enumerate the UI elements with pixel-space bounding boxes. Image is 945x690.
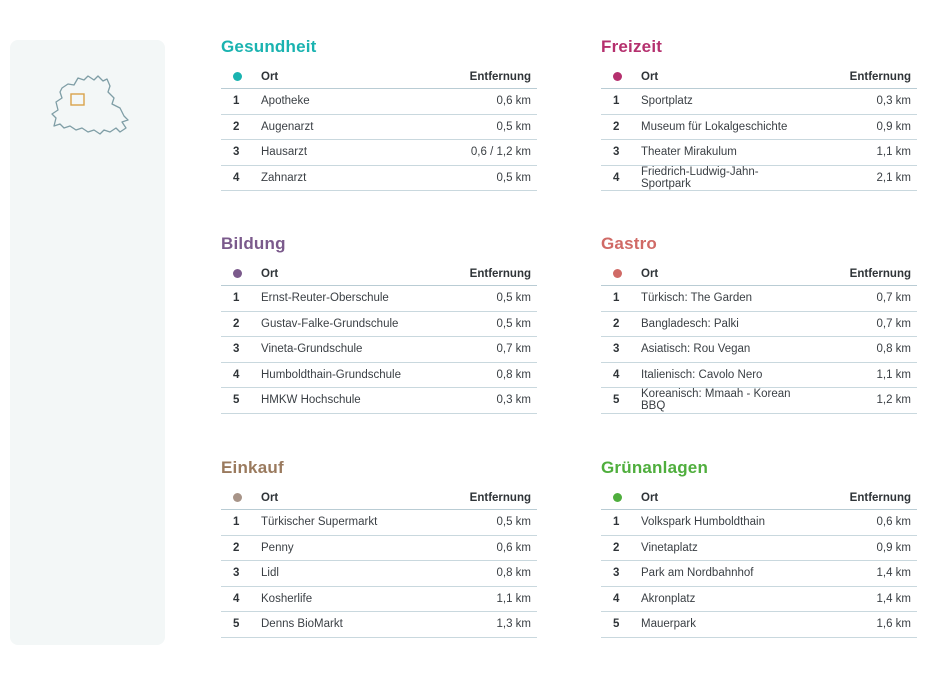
row-number: 2 xyxy=(613,120,620,133)
row-place: Ernst-Reuter-Oberschule xyxy=(261,292,389,305)
table-header xyxy=(221,487,537,510)
header-place: Ort xyxy=(641,71,659,83)
table-row xyxy=(601,140,917,166)
table-row xyxy=(221,286,537,312)
section-title: Grünanlagen xyxy=(601,458,709,477)
row-number: 4 xyxy=(613,592,620,605)
row-number: 3 xyxy=(613,146,620,159)
row-distance: 0,5 km xyxy=(496,292,531,305)
row-number: 5 xyxy=(613,394,620,407)
sidebar-panel xyxy=(10,40,165,645)
section-title: Gesundheit xyxy=(221,37,317,56)
row-place: HMKW Hochschule xyxy=(261,394,361,407)
table-row xyxy=(221,388,537,414)
section-gastro xyxy=(601,233,917,414)
row-distance: 0,9 km xyxy=(876,541,911,554)
header-dot xyxy=(601,492,641,504)
row-distance: 1,2 km xyxy=(876,394,911,407)
header-dot xyxy=(221,71,261,83)
table-row xyxy=(601,510,917,536)
category-dot-icon xyxy=(233,493,242,502)
header-place: Ort xyxy=(641,492,659,504)
row-distance: 1,3 km xyxy=(496,618,531,631)
header-distance: Entfernung xyxy=(849,268,911,280)
table-row xyxy=(601,89,917,115)
location-marker xyxy=(71,94,84,105)
row-number: 5 xyxy=(233,394,240,407)
row-place: Vineta-Grundschule xyxy=(261,343,363,356)
row-number: 2 xyxy=(613,317,620,330)
table-row xyxy=(221,587,537,613)
section-gruenanlagen xyxy=(601,457,917,638)
row-place: Hausarzt xyxy=(261,146,308,159)
table-row xyxy=(601,286,917,312)
category-dot-icon xyxy=(233,269,242,278)
row-number: 4 xyxy=(233,592,240,605)
header-distance: Entfernung xyxy=(849,492,911,504)
row-place: Humboldthain-Grundschule xyxy=(261,368,401,381)
row-number: 1 xyxy=(233,95,240,108)
table-row xyxy=(221,536,537,562)
row-number: 5 xyxy=(613,618,620,631)
table-row xyxy=(601,166,917,192)
row-place: Vinetaplatz xyxy=(641,541,698,554)
table-freizeit xyxy=(601,66,917,191)
row-number: 3 xyxy=(233,567,240,580)
row-number: 4 xyxy=(613,171,620,184)
row-place: Türkisch: The Garden xyxy=(641,292,753,305)
row-place: Friedrich-Ludwig-Jahn-Sportpark xyxy=(641,165,759,190)
row-number: 1 xyxy=(613,292,620,305)
section-title: Bildung xyxy=(221,234,286,253)
row-distance: 0,8 km xyxy=(876,343,911,356)
row-number: 1 xyxy=(233,516,240,529)
row-distance: 0,8 km xyxy=(496,368,531,381)
header-distance: Entfernung xyxy=(469,71,531,83)
header-dot xyxy=(221,268,261,280)
table-gastro xyxy=(601,263,917,414)
row-distance: 0,5 km xyxy=(496,317,531,330)
row-place: Mauerpark xyxy=(641,618,696,631)
row-number: 1 xyxy=(613,516,620,529)
category-dot-icon xyxy=(613,269,622,278)
section-freizeit xyxy=(601,36,917,191)
table-row xyxy=(601,388,917,414)
category-dot-icon xyxy=(613,493,622,502)
table-row xyxy=(221,115,537,141)
header-distance: Entfernung xyxy=(469,492,531,504)
row-place: Volkspark Humboldthain xyxy=(641,516,766,529)
row-distance: 0,3 km xyxy=(496,394,531,407)
header-place: Ort xyxy=(261,492,279,504)
table-row xyxy=(601,312,917,338)
row-place: Penny xyxy=(261,541,294,554)
row-distance: 0,7 km xyxy=(876,292,911,305)
row-number: 3 xyxy=(233,343,240,356)
row-number: 1 xyxy=(233,292,240,305)
header-place: Ort xyxy=(261,268,279,280)
row-place: Asiatisch: Rou Vegan xyxy=(641,343,751,356)
table-row xyxy=(221,89,537,115)
table-row xyxy=(221,337,537,363)
table-row xyxy=(601,536,917,562)
table-row xyxy=(221,363,537,389)
table-header xyxy=(601,66,917,89)
table-row xyxy=(601,363,917,389)
table-header xyxy=(601,263,917,286)
table-row xyxy=(601,612,917,638)
row-distance: 0,5 km xyxy=(496,171,531,184)
row-place: Park am Nordbahnhof xyxy=(641,567,754,580)
table-einkauf xyxy=(221,487,537,638)
row-place: Denns BioMarkt xyxy=(261,618,343,631)
row-number: 3 xyxy=(613,567,620,580)
header-dot xyxy=(601,268,641,280)
category-dot-icon xyxy=(613,72,622,81)
row-place: Türkischer Supermarkt xyxy=(261,516,378,529)
row-number: 4 xyxy=(233,368,240,381)
table-row xyxy=(601,561,917,587)
row-place: Akronplatz xyxy=(641,592,696,605)
berlin-map-icon xyxy=(48,72,130,140)
header-place: Ort xyxy=(261,71,279,83)
row-place: Kosherlife xyxy=(261,592,313,605)
section-bildung xyxy=(221,233,537,414)
row-place: Gustav-Falke-Grundschule xyxy=(261,317,399,330)
header-distance: Entfernung xyxy=(849,71,911,83)
row-distance: 0,9 km xyxy=(876,120,911,133)
table-row xyxy=(601,115,917,141)
table-bildung xyxy=(221,263,537,414)
table-gruenanlagen xyxy=(601,487,917,638)
table-row xyxy=(221,166,537,192)
table-gesundheit xyxy=(221,66,537,191)
row-distance: 1,1 km xyxy=(876,368,911,381)
table-header xyxy=(221,263,537,286)
header-distance: Entfernung xyxy=(469,268,531,280)
section-title: Freizeit xyxy=(601,37,663,56)
section-gesundheit xyxy=(221,36,537,191)
row-distance: 0,6 km xyxy=(496,541,531,554)
row-distance: 0,5 km xyxy=(496,120,531,133)
row-distance: 0,6 km xyxy=(876,516,911,529)
table-row xyxy=(601,337,917,363)
row-number: 3 xyxy=(233,146,240,159)
header-dot xyxy=(221,492,261,504)
row-number: 2 xyxy=(233,541,240,554)
row-distance: 0,7 km xyxy=(496,343,531,356)
table-row xyxy=(221,561,537,587)
row-place: Koreanisch: Mmaah - Korean BBQ xyxy=(641,388,791,413)
row-number: 2 xyxy=(233,120,240,133)
row-number: 1 xyxy=(613,95,620,108)
berlin-outline xyxy=(52,76,128,134)
section-einkauf xyxy=(221,457,537,638)
row-place: Sportplatz xyxy=(641,95,693,108)
table-row xyxy=(221,612,537,638)
row-distance: 1,4 km xyxy=(876,592,911,605)
table-row xyxy=(221,140,537,166)
table-row xyxy=(601,587,917,613)
row-distance: 0,6 km xyxy=(496,95,531,108)
table-header xyxy=(221,66,537,89)
row-place: Augenarzt xyxy=(261,120,314,133)
table-header xyxy=(601,487,917,510)
row-distance: 0,5 km xyxy=(496,516,531,529)
header-place: Ort xyxy=(641,268,659,280)
row-place: Zahnarzt xyxy=(261,171,307,184)
row-distance: 0,7 km xyxy=(876,317,911,330)
row-place: Museum für Lokalgeschichte xyxy=(641,120,788,133)
section-title: Einkauf xyxy=(221,458,284,477)
row-number: 4 xyxy=(613,368,620,381)
row-place: Bangladesch: Palki xyxy=(641,317,739,330)
row-place: Lidl xyxy=(261,567,279,580)
table-row xyxy=(221,510,537,536)
row-distance: 0,6 / 1,2 km xyxy=(470,146,531,159)
header-dot xyxy=(601,71,641,83)
row-place: Apotheke xyxy=(261,95,310,108)
row-distance: 0,8 km xyxy=(496,567,531,580)
table-row xyxy=(221,312,537,338)
row-number: 2 xyxy=(613,541,620,554)
row-place: Theater Mirakulum xyxy=(641,146,737,159)
row-distance: 1,4 km xyxy=(876,567,911,580)
row-distance: 0,3 km xyxy=(876,95,911,108)
row-number: 5 xyxy=(233,618,240,631)
row-distance: 2,1 km xyxy=(876,171,911,184)
row-number: 2 xyxy=(233,317,240,330)
row-distance: 1,1 km xyxy=(496,592,531,605)
row-place: Italienisch: Cavolo Nero xyxy=(641,368,763,381)
row-number: 3 xyxy=(613,343,620,356)
row-distance: 1,6 km xyxy=(876,618,911,631)
row-number: 4 xyxy=(233,171,240,184)
row-distance: 1,1 km xyxy=(876,146,911,159)
category-dot-icon xyxy=(233,72,242,81)
section-title: Gastro xyxy=(601,234,657,253)
